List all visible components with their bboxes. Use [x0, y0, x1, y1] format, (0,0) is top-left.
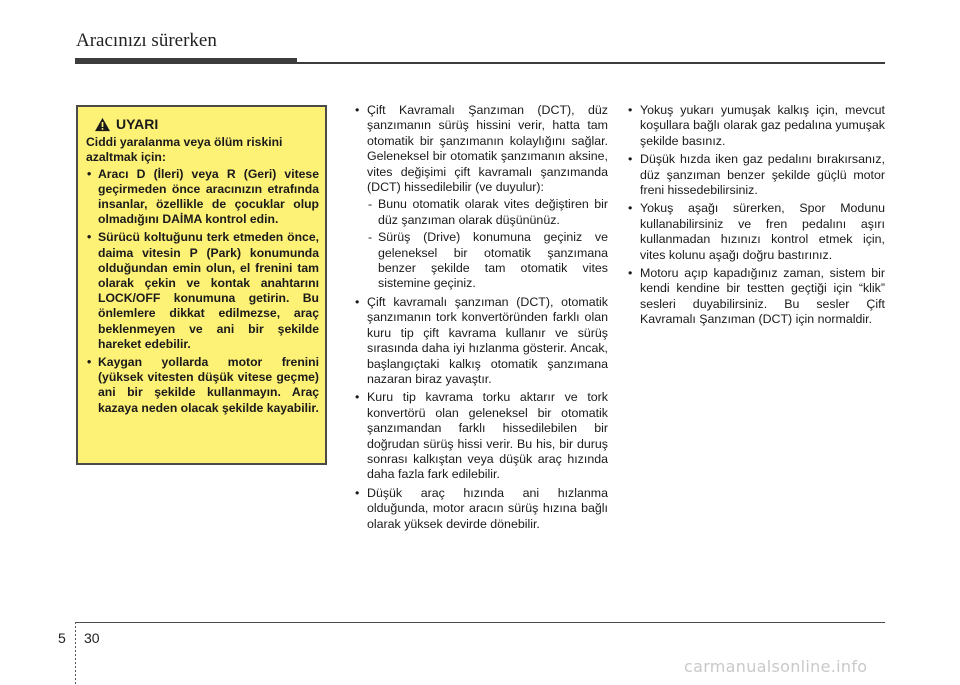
bullet-text: Çift Kavramalı Şanzıman (DCT), düz şanzımanın sürüş hissini verir, hatta tam otomatik bir şanzımanın kolaylığını sağlar. Geleneksel bir otomatik şanzımanın aksine, vites değişimi çift kavramalı şanzımanda (DCT) hissedilebilir (ve duyulur):: [367, 103, 608, 195]
bullet-item: • Düşük hızda iken gaz pedalını bırakırsanız, düz şanzıman benzer şekilde güçlü motor freni hissedebilirsiniz.: [625, 152, 885, 198]
bullet-item: • Kuru tip kavrama torku aktarır ve tork konvertörü olan geleneksel bir otomatik şanzımandan farklı hissedilebilen bir doğrudan sürüş hissi verir. Bu his, bir duruş sonrası kalkıştan veya düşük araç hızında daha fazla fark edilebilir.: [352, 390, 608, 482]
bullet-item: • Yokuş aşağı sürerken, Spor Modunu kullanabilirsiniz ve fren pedalını aşırı kullanmadan hızınızı kontrol etmek için, vites kolunu aşağı doğru bastırınız.: [625, 201, 885, 263]
sub-item: - Sürüş (Drive) konumuna geçiniz ve geleneksel bir otomatik şanzımana benzer şekilde tam otomatik vites sistemine geçiniz.: [367, 230, 608, 292]
middle-column: [352, 103, 608, 535]
bullet-item: • Düşük araç hızında ani hızlanma olduğunda, motor aracın sürüş hızına bağlı olarak yüksek devirde dönebilir.: [352, 486, 608, 532]
warning-box: [76, 105, 327, 465]
footer-divider: [75, 622, 76, 685]
bullet-item: [352, 103, 608, 292]
section-title: Aracınızı sürerken: [76, 30, 217, 51]
warning-item: • Aracı D (İleri) veya R (Geri) vitese geçirmeden önce aracınızın etrafında insanlar, özellikle de çocuklar olup olmadığını DAİMA kontrol edin.: [86, 167, 319, 228]
warning-item: • Kaygan yollarda motor frenini (yüksek vitesten düşük vitese geçme) ani bir şekilde kullanmayın. Araç kazaya neden olacak şekilde kayabilir.: [86, 355, 319, 416]
bullet-item: • Yokuş yukarı yumuşak kalkış için, mevcut koşullara bağlı olarak gaz pedalına yumuşak şekilde basınız.: [625, 103, 885, 149]
warning-header: [86, 117, 319, 132]
chapter-number: 5: [58, 630, 66, 646]
warning-title: UYARI: [116, 116, 159, 132]
header-rule-thick: [75, 58, 297, 64]
page-number: 30: [84, 630, 100, 646]
warning-triangle-icon: [94, 117, 111, 132]
middle-bullets: [352, 103, 608, 532]
bullet-item: • Çift kavramalı şanzıman (DCT), otomatik şanzımanın tork konvertöründen farklı olan kuru tip çift kavrama kullanır ve sürüş sırasında daha iyi hızlanma gösterir. Ancak, başlangıçtaki kalkış otomatik şanzımana nazaran biraz yavaştır.: [352, 295, 608, 387]
bullet-item: • Motoru açıp kapadığınız zaman, sistem bir kendi kendine bir testten geçtiği için “klik” sesleri duyabilirsiniz. Bu sesler Çift Kavramalı Şanzıman (DCT) için normaldir.: [625, 266, 885, 328]
watermark: carmanualsonline.info: [684, 657, 868, 676]
warning-item: • Sürücü koltuğunu terk etmeden önce, daima vitesin P (Park) konumunda olduğundan emin olun, el frenini tam olarak çekin ve kontak anahtarını LOCK/OFF konumuna getirin. Bu önlemlere dikkat edilmezse, araç beklenmeyen ve ani bir şekilde hareket edebilir.: [86, 230, 319, 352]
right-column: [625, 103, 885, 331]
sub-list: [367, 197, 608, 291]
warning-list: [86, 167, 319, 416]
header-rule-thin: [297, 62, 885, 64]
right-bullets: [625, 103, 885, 328]
warning-intro: Ciddi yaralanma veya ölüm riskini azaltmak için:: [86, 135, 283, 165]
footer-rule: [75, 622, 885, 623]
sub-item: - Bunu otomatik olarak vites değiştiren bir düz şanzıman olarak düşününüz.: [367, 197, 608, 228]
